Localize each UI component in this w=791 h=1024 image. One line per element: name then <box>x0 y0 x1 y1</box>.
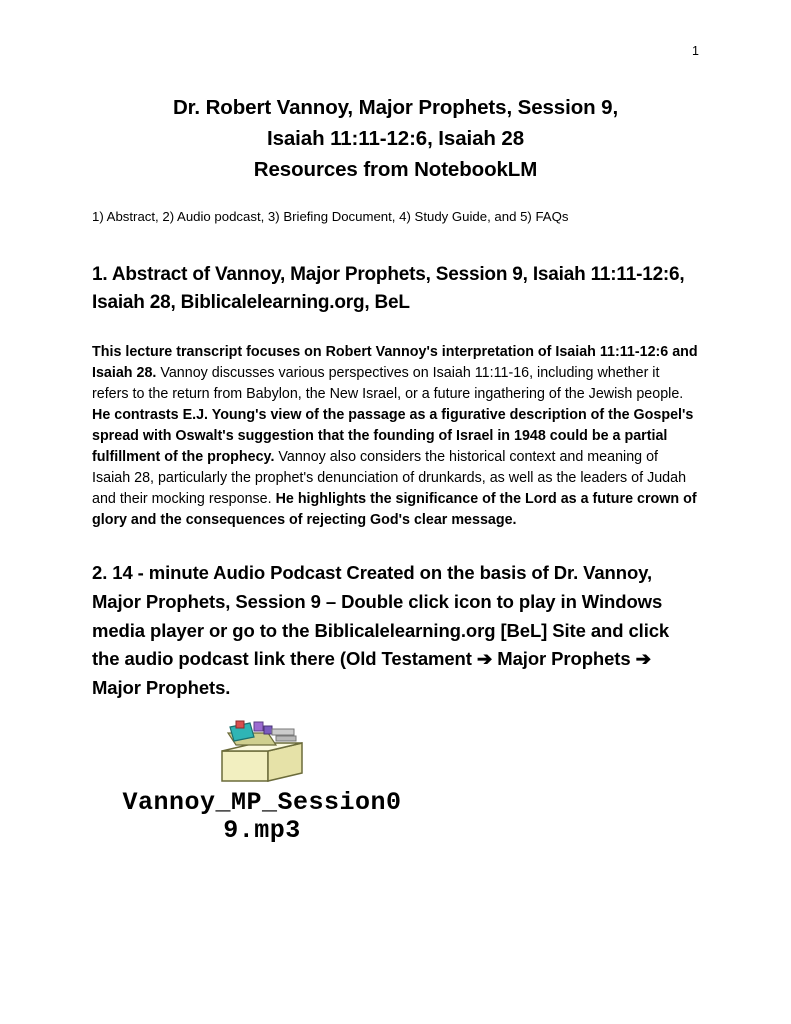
page-title <box>92 40 699 185</box>
section-1-body <box>92 342 699 531</box>
right-arrow-icon-2: ➔ <box>635 648 651 670</box>
audio-file-package-icon[interactable] <box>210 719 314 785</box>
resources-list-line: 1) Abstract, 2) Audio podcast, 3) Briefing Document, 4) Study Guide, and 5) FAQs <box>92 209 569 225</box>
title-line-1: Dr. Robert Vannoy, Major Prophets, Session 9, <box>172 96 619 119</box>
page-number: 1 <box>692 44 699 58</box>
section-2-heading-part-3: Major Prophets. <box>92 676 231 698</box>
section-2-heading <box>92 559 699 702</box>
section-2-heading-part-1: 2. 14 - minute Audio Podcast Created on the basis of Dr. Vannoy, Major Prophets, Session 9 – Double click icon to play in Windows media player or go to the Biblicalelearning.org [BeL] Site and click the audio podcast link there (Old Testament <box>92 562 670 670</box>
right-arrow-icon-1: ➔ <box>476 648 493 670</box>
audio-file-name: Vannoy_MP_Session09.mp3 <box>122 787 402 846</box>
abstract-plain-1: Vannoy discusses various perspectives on Isaiah 11:11-16, including whether it refers to the return from Babylon, the New Israel, or a future ingathering of the Jewish people. <box>92 365 684 403</box>
section-1-heading: 1. Abstract of Vannoy, Major Prophets, Session 9, Isaiah 11:11-12:6, Isaiah 28, Biblicalelearning.org, BeL <box>92 263 685 313</box>
abstract-bold-3: He highlights the significance of the Lord as a future crown of glory and the consequences of rejecting God's clear message. <box>92 491 697 529</box>
abstract-bold-2: He contrasts E.J. Young's view of the passage as a figurative description of the Gospel's spread with Oswalt's suggestion that the founding of Israel in 1948 could be a partial fulfillment of the prophecy. <box>92 407 694 466</box>
title-line-3: Resources from NotebookLM <box>253 158 538 182</box>
title-line-2: Isaiah 11:11-12:6, Isaiah 28 <box>266 127 525 151</box>
abstract-plain-2: Vannoy also considers the historical context and meaning of Isaiah 28, particularly the prophet's denunciation of drunkards, as well as the leaders of Judah and their mocking response. <box>92 449 687 508</box>
abstract-bold-1: This lecture transcript focuses on Robert Vannoy's interpretation of Isaiah 11:11-12:6 and Isaiah 28. <box>92 344 698 382</box>
section-2-heading-part-2: Major Prophets <box>492 648 636 670</box>
audio-file-attachment[interactable] <box>112 719 412 847</box>
